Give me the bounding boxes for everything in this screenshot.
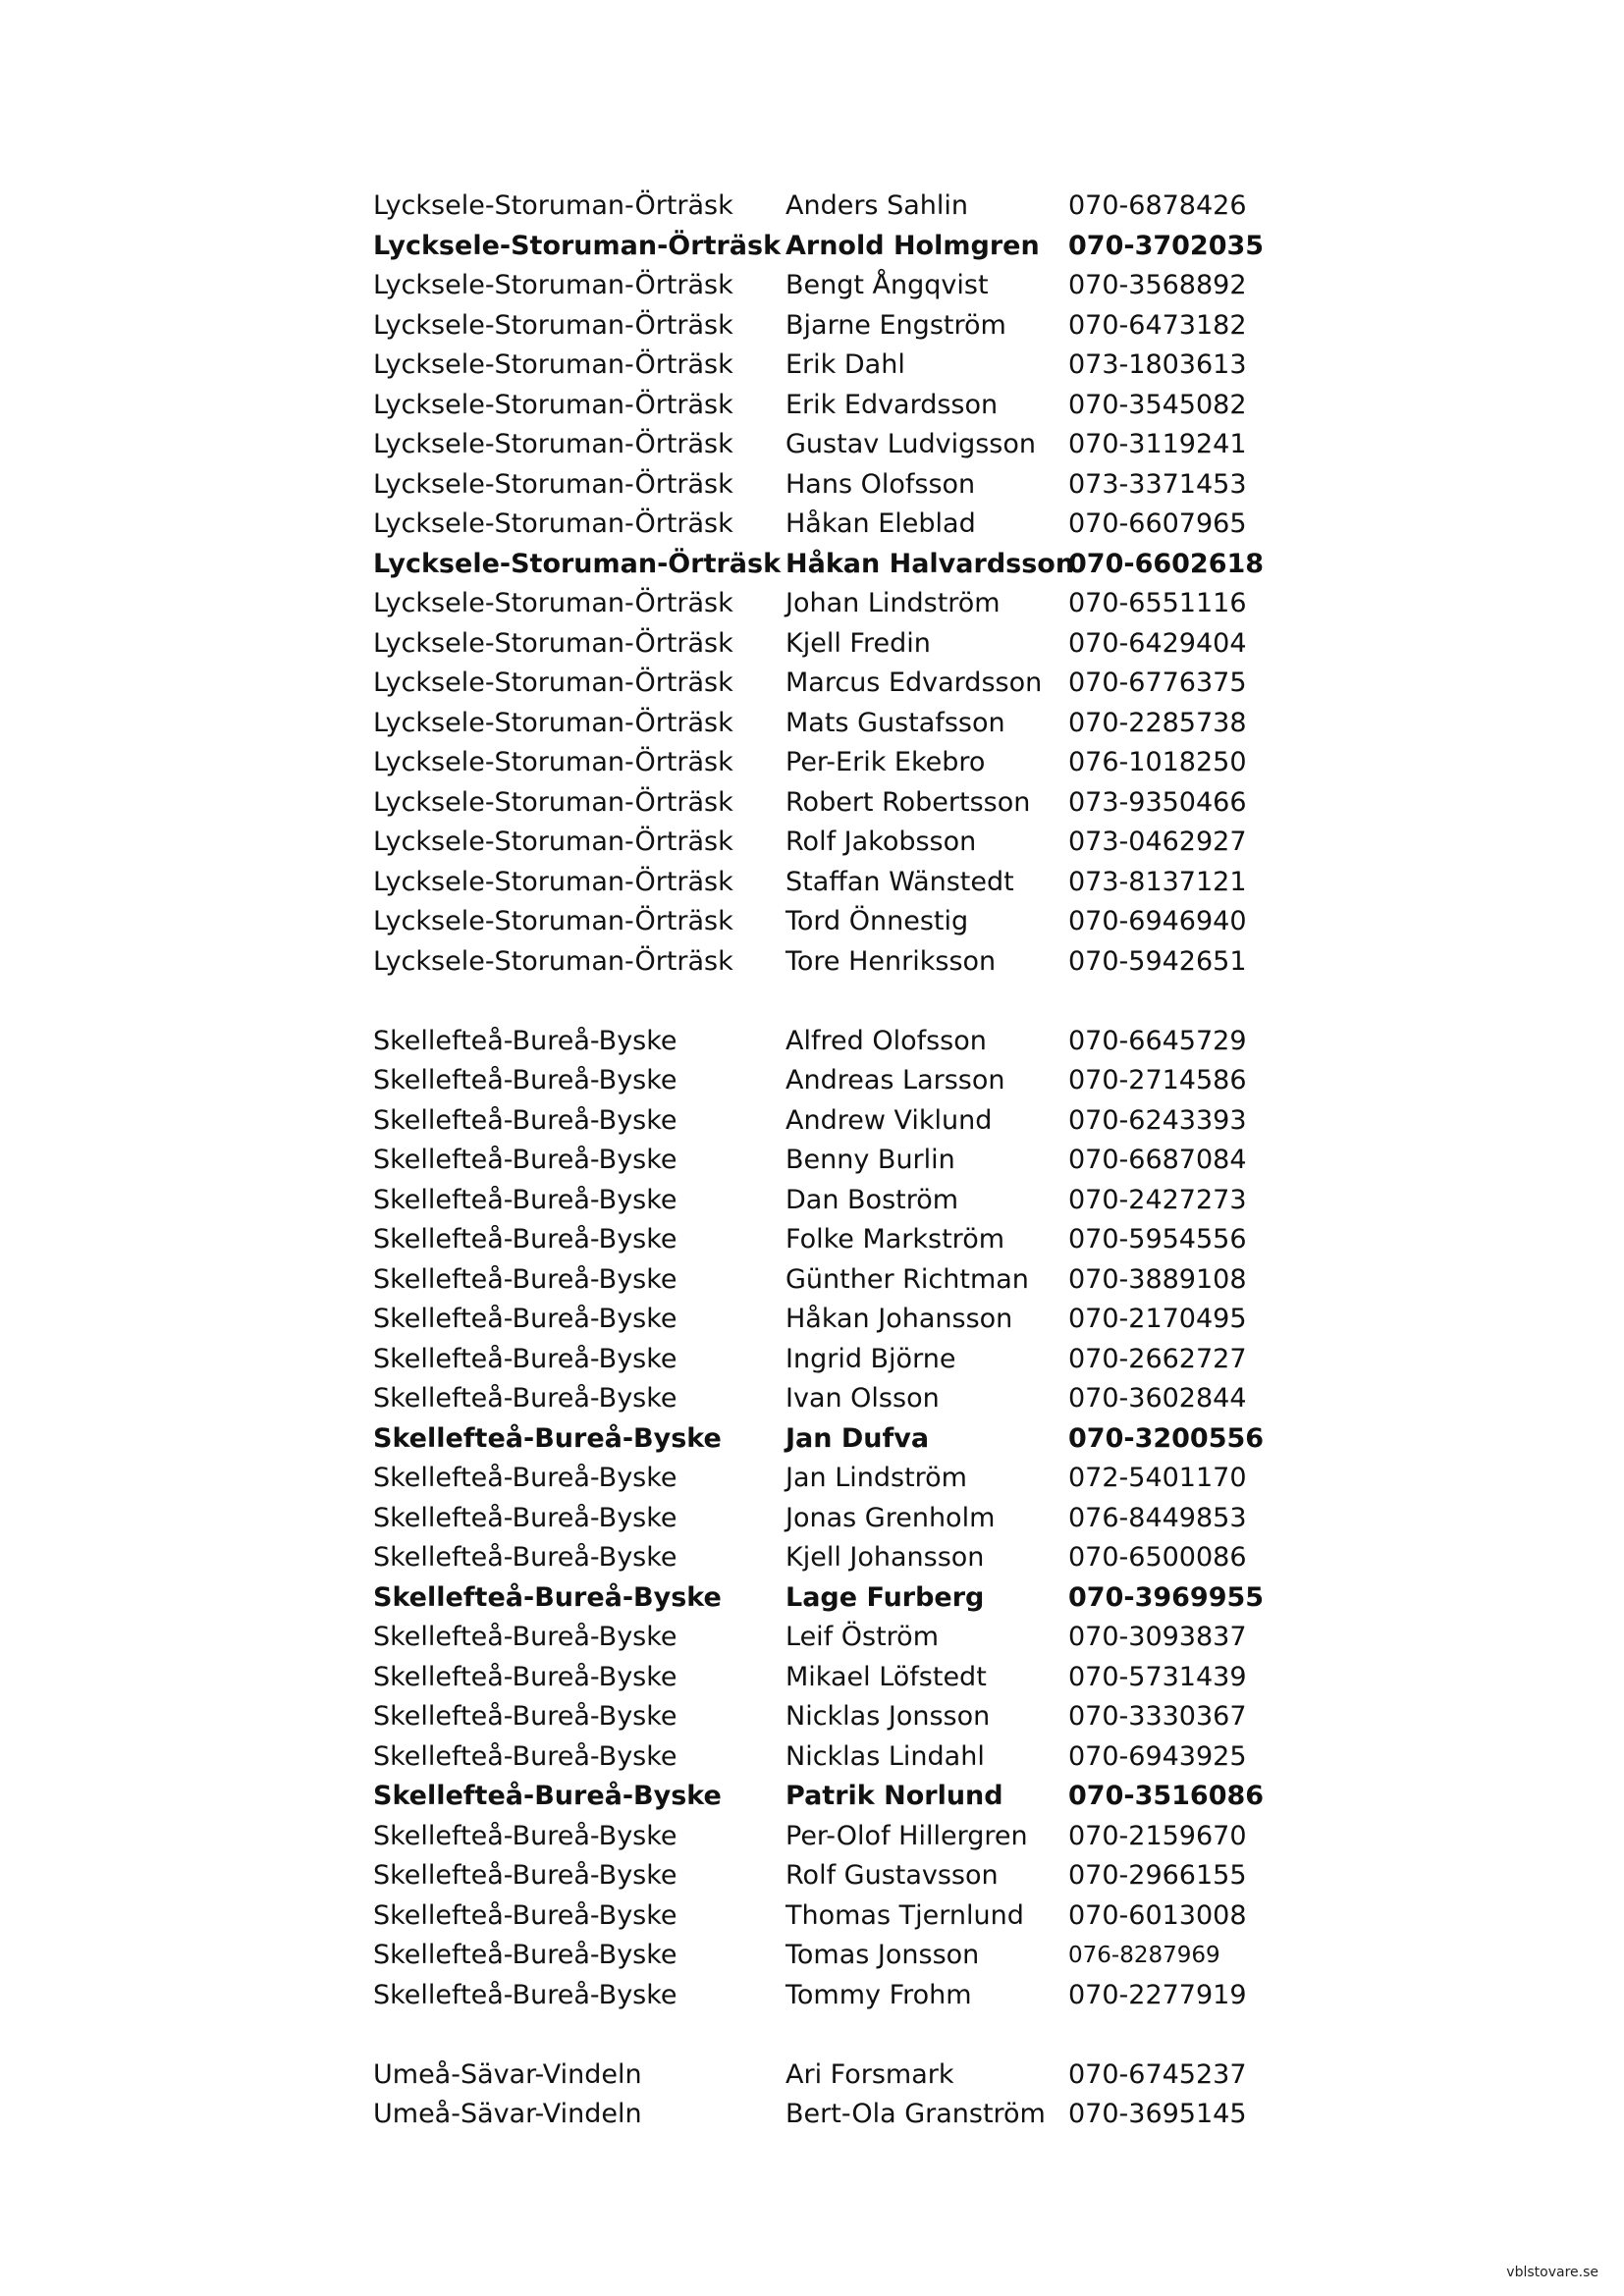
area-cell: Lycksele-Storuman-Örträsk xyxy=(373,945,733,977)
phone-cell: 070-6645729 xyxy=(1068,1025,1247,1056)
phone-cell: 070-2427273 xyxy=(1068,1184,1247,1215)
contact-row xyxy=(373,1896,1257,1937)
area-cell: Lycksele-Storuman-Örträsk xyxy=(373,230,782,261)
contact-row xyxy=(373,1459,1257,1499)
contact-row xyxy=(373,2056,1257,2096)
area-group xyxy=(373,187,1265,982)
name-cell: Dan Boström xyxy=(785,1184,959,1215)
contact-listing xyxy=(373,187,1265,2135)
area-cell: Skellefteå-Bureå-Byske xyxy=(373,1820,677,1851)
phone-cell: 070-3969955 xyxy=(1068,1581,1265,1613)
phone-cell: 070-6946940 xyxy=(1068,906,1247,936)
phone-cell: 076-8449853 xyxy=(1068,1502,1247,1533)
phone-cell: 070-2277919 xyxy=(1068,1979,1247,2010)
phone-cell: 070-6473182 xyxy=(1068,309,1247,341)
contact-row xyxy=(373,1578,1265,1619)
name-cell: Jonas Grenholm xyxy=(785,1502,996,1533)
area-cell: Lycksele-Storuman-Örträsk xyxy=(373,190,733,221)
name-cell: Marcus Edvardsson xyxy=(785,667,1043,698)
area-cell: Lycksele-Storuman-Örträsk xyxy=(373,707,733,738)
name-cell: Robert Robertsson xyxy=(785,786,1031,818)
group-spacer xyxy=(373,982,1257,1022)
area-cell: Lycksele-Storuman-Örträsk xyxy=(373,468,733,500)
contact-row xyxy=(373,1340,1257,1380)
area-cell: Umeå-Sävar-Vindeln xyxy=(373,2058,642,2090)
contact-row xyxy=(373,545,1265,585)
name-cell: Ari Forsmark xyxy=(785,2058,954,2090)
phone-cell: 070-3330367 xyxy=(1068,1701,1247,1732)
contact-row xyxy=(373,1419,1265,1460)
name-cell: Arnold Holmgren xyxy=(785,230,1040,261)
footer-site-label: vblstovare.se xyxy=(1506,2265,1598,2280)
name-cell: Håkan Johansson xyxy=(785,1304,1013,1334)
contact-row xyxy=(373,386,1257,426)
phone-cell: 070-3516086 xyxy=(1068,1781,1265,1811)
name-cell: Jan Lindström xyxy=(785,1463,967,1493)
area-group xyxy=(373,1022,1265,2016)
contact-row xyxy=(373,1260,1257,1301)
area-cell: Skellefteå-Bureå-Byske xyxy=(373,1343,677,1374)
contact-row xyxy=(373,227,1265,267)
contact-row xyxy=(373,1141,1257,1181)
area-cell: Skellefteå-Bureå-Byske xyxy=(373,1025,677,1056)
phone-cell: 070-3889108 xyxy=(1068,1263,1247,1295)
name-cell: Tord Önnestig xyxy=(785,906,969,936)
name-cell: Jan Dufva xyxy=(785,1422,930,1454)
phone-cell: 070-5731439 xyxy=(1068,1661,1247,1692)
phone-cell: 073-0462927 xyxy=(1068,827,1247,857)
name-cell: Ingrid Björne xyxy=(785,1343,956,1374)
phone-cell: 070-6429404 xyxy=(1068,627,1247,659)
phone-cell: 070-6878426 xyxy=(1068,190,1247,221)
name-cell: Leif Öström xyxy=(785,1622,940,1652)
contact-row xyxy=(373,1936,1257,1976)
contact-row xyxy=(373,942,1257,983)
phone-cell: 070-3200556 xyxy=(1068,1422,1265,1454)
phone-cell: 070-6500086 xyxy=(1068,1542,1247,1573)
area-cell: Skellefteå-Bureå-Byske xyxy=(373,1622,677,1652)
name-cell: Mikael Löfstedt xyxy=(785,1661,987,1692)
phone-cell: 070-2714586 xyxy=(1068,1065,1247,1095)
name-cell: Alfred Olofsson xyxy=(785,1025,987,1056)
phone-cell: 070-6943925 xyxy=(1068,1740,1247,1772)
phone-cell: 070-3702035 xyxy=(1068,230,1265,261)
phone-cell: 073-1803613 xyxy=(1068,349,1247,380)
contact-row xyxy=(373,1538,1257,1578)
area-cell: Skellefteå-Bureå-Byske xyxy=(373,1661,677,1692)
area-group xyxy=(373,2056,1257,2135)
contact-row xyxy=(373,1817,1257,1857)
area-cell: Skellefteå-Bureå-Byske xyxy=(373,1065,677,1095)
name-cell: Lage Furberg xyxy=(785,1581,985,1613)
area-cell: Lycksele-Storuman-Örträsk xyxy=(373,866,733,897)
phone-cell: 073-9350466 xyxy=(1068,786,1247,818)
name-cell: Thomas Tjernlund xyxy=(785,1899,1024,1931)
contact-row xyxy=(373,306,1257,347)
area-cell: Skellefteå-Bureå-Byske xyxy=(373,1542,677,1573)
area-cell: Skellefteå-Bureå-Byske xyxy=(373,1899,677,1931)
name-cell: Tommy Frohm xyxy=(785,1979,972,2010)
name-cell: Mats Gustafsson xyxy=(785,707,1005,738)
phone-cell: 070-6745237 xyxy=(1068,2058,1247,2090)
contact-row xyxy=(373,863,1257,903)
area-cell: Skellefteå-Bureå-Byske xyxy=(373,1701,677,1732)
contact-row xyxy=(373,624,1257,665)
contact-row xyxy=(373,425,1257,465)
contact-row xyxy=(373,1697,1257,1737)
area-cell: Umeå-Sävar-Vindeln xyxy=(373,2099,642,2129)
name-cell: Kjell Johansson xyxy=(785,1542,985,1573)
area-cell: Lycksele-Storuman-Örträsk xyxy=(373,548,782,579)
phone-cell: 070-6776375 xyxy=(1068,667,1247,698)
phone-cell: 073-8137121 xyxy=(1068,866,1247,897)
contact-row xyxy=(373,1856,1257,1896)
phone-cell: 070-2285738 xyxy=(1068,707,1247,738)
contact-row xyxy=(373,1061,1257,1101)
phone-cell: 070-2170495 xyxy=(1068,1304,1247,1334)
phone-cell: 070-5942651 xyxy=(1068,945,1247,977)
phone-cell: 072-5401170 xyxy=(1068,1463,1247,1493)
contact-row xyxy=(373,1737,1257,1778)
name-cell: Per-Olof Hillergren xyxy=(785,1820,1028,1851)
name-cell: Gustav Ludvigsson xyxy=(785,429,1036,459)
name-cell: Håkan Eleblad xyxy=(785,508,976,539)
name-cell: Günther Richtman xyxy=(785,1263,1029,1295)
area-cell: Skellefteå-Bureå-Byske xyxy=(373,1422,722,1454)
contact-row xyxy=(373,2095,1257,2135)
contact-row xyxy=(373,1300,1257,1340)
area-cell: Skellefteå-Bureå-Byske xyxy=(373,1463,677,1493)
contact-row xyxy=(373,584,1257,624)
contact-row xyxy=(373,1220,1257,1260)
area-cell: Lycksele-Storuman-Örträsk xyxy=(373,747,733,777)
phone-cell: 070-3695145 xyxy=(1068,2099,1247,2129)
area-cell: Skellefteå-Bureå-Byske xyxy=(373,1740,677,1772)
name-cell: Erik Edvardsson xyxy=(785,389,999,420)
contact-row xyxy=(373,783,1257,824)
area-cell: Lycksele-Storuman-Örträsk xyxy=(373,667,733,698)
contact-row xyxy=(373,743,1257,783)
name-cell: Johan Lindström xyxy=(785,588,1001,618)
area-cell: Skellefteå-Bureå-Byske xyxy=(373,1224,677,1255)
contact-row xyxy=(373,704,1257,744)
phone-cell: 070-3602844 xyxy=(1068,1383,1247,1414)
area-cell: Skellefteå-Bureå-Byske xyxy=(373,1184,677,1215)
area-cell: Lycksele-Storuman-Örträsk xyxy=(373,429,733,459)
contact-row xyxy=(373,465,1257,506)
area-cell: Lycksele-Storuman-Örträsk xyxy=(373,508,733,539)
name-cell: Per-Erik Ekebro xyxy=(785,747,986,777)
name-cell: Bengt Ångqvist xyxy=(785,270,989,300)
contact-row xyxy=(373,823,1257,863)
area-cell: Skellefteå-Bureå-Byske xyxy=(373,1940,677,1970)
phone-cell: 070-6013008 xyxy=(1068,1899,1247,1931)
contact-row xyxy=(373,1658,1257,1698)
phone-cell: 070-6243393 xyxy=(1068,1104,1247,1136)
area-cell: Skellefteå-Bureå-Byske xyxy=(373,1979,677,2010)
name-cell: Bert-Ola Granström xyxy=(785,2099,1046,2129)
contact-row xyxy=(373,1618,1257,1658)
name-cell: Nicklas Jonsson xyxy=(785,1701,991,1732)
phone-cell: 070-6607965 xyxy=(1068,508,1247,539)
area-cell: Skellefteå-Bureå-Byske xyxy=(373,1304,677,1334)
name-cell: Patrik Norlund xyxy=(785,1781,1003,1811)
phone-cell: 073-3371453 xyxy=(1068,468,1247,500)
phone-cell: 070-3545082 xyxy=(1068,389,1247,420)
contact-row xyxy=(373,1976,1257,2016)
contact-row xyxy=(373,1777,1265,1817)
area-cell: Lycksele-Storuman-Örträsk xyxy=(373,827,733,857)
area-cell: Skellefteå-Bureå-Byske xyxy=(373,1104,677,1136)
contact-row xyxy=(373,1499,1257,1539)
area-cell: Lycksele-Storuman-Örträsk xyxy=(373,906,733,936)
area-cell: Skellefteå-Bureå-Byske xyxy=(373,1383,677,1414)
name-cell: Nicklas Lindahl xyxy=(785,1740,985,1772)
name-cell: Tomas Jonsson xyxy=(785,1940,980,1970)
area-cell: Skellefteå-Bureå-Byske xyxy=(373,1145,677,1175)
contact-row xyxy=(373,1101,1257,1142)
area-cell: Lycksele-Storuman-Örträsk xyxy=(373,309,733,341)
name-cell: Anders Sahlin xyxy=(785,190,968,221)
area-cell: Lycksele-Storuman-Örträsk xyxy=(373,627,733,659)
phone-cell: 070-2662727 xyxy=(1068,1343,1247,1374)
contact-row xyxy=(373,902,1257,942)
contact-row xyxy=(373,266,1257,306)
area-cell: Skellefteå-Bureå-Byske xyxy=(373,1263,677,1295)
name-cell: Staffan Wänstedt xyxy=(785,866,1014,897)
area-cell: Skellefteå-Bureå-Byske xyxy=(373,1502,677,1533)
contact-row xyxy=(373,346,1257,386)
contact-row xyxy=(373,1181,1257,1221)
phone-cell: 070-6551116 xyxy=(1068,588,1247,618)
phone-cell: 070-3568892 xyxy=(1068,270,1247,300)
name-cell: Folke Markström xyxy=(785,1224,1005,1255)
phone-cell: 070-2159670 xyxy=(1068,1820,1247,1851)
phone-cell: 070-5954556 xyxy=(1068,1224,1247,1255)
area-cell: Lycksele-Storuman-Örträsk xyxy=(373,389,733,420)
name-cell: Andreas Larsson xyxy=(785,1065,1005,1095)
group-spacer xyxy=(373,2015,1257,2056)
phone-cell: 070-6602618 xyxy=(1068,548,1265,579)
contact-row xyxy=(373,664,1257,704)
name-cell: Erik Dahl xyxy=(785,349,905,380)
area-cell: Skellefteå-Bureå-Byske xyxy=(373,1581,722,1613)
name-cell: Bjarne Engström xyxy=(785,309,1006,341)
phone-cell: 070-6687084 xyxy=(1068,1145,1247,1175)
name-cell: Andrew Viklund xyxy=(785,1104,993,1136)
area-cell: Lycksele-Storuman-Örträsk xyxy=(373,786,733,818)
area-cell: Lycksele-Storuman-Örträsk xyxy=(373,270,733,300)
area-cell: Skellefteå-Bureå-Byske xyxy=(373,1781,722,1811)
name-cell: Rolf Jakobsson xyxy=(785,827,977,857)
phone-cell: 076-1018250 xyxy=(1068,747,1247,777)
name-cell: Tore Henriksson xyxy=(785,945,997,977)
area-cell: Skellefteå-Bureå-Byske xyxy=(373,1860,677,1891)
contact-row xyxy=(373,1022,1257,1062)
phone-cell: 070-3119241 xyxy=(1068,429,1247,459)
contact-row xyxy=(373,505,1257,545)
contact-row xyxy=(373,187,1257,227)
name-cell: Kjell Fredin xyxy=(785,627,931,659)
area-cell: Lycksele-Storuman-Örträsk xyxy=(373,349,733,380)
phone-cell: 070-2966155 xyxy=(1068,1860,1247,1891)
phone-cell: 076-8287969 xyxy=(1068,1943,1220,1968)
phone-cell: 070-3093837 xyxy=(1068,1622,1247,1652)
contact-row xyxy=(373,1379,1257,1419)
name-cell: Benny Burlin xyxy=(785,1145,955,1175)
name-cell: Ivan Olsson xyxy=(785,1383,940,1414)
area-cell: Lycksele-Storuman-Örträsk xyxy=(373,588,733,618)
name-cell: Hans Olofsson xyxy=(785,468,976,500)
name-cell: Rolf Gustavsson xyxy=(785,1860,999,1891)
name-cell: Håkan Halvardsson xyxy=(785,548,1075,579)
